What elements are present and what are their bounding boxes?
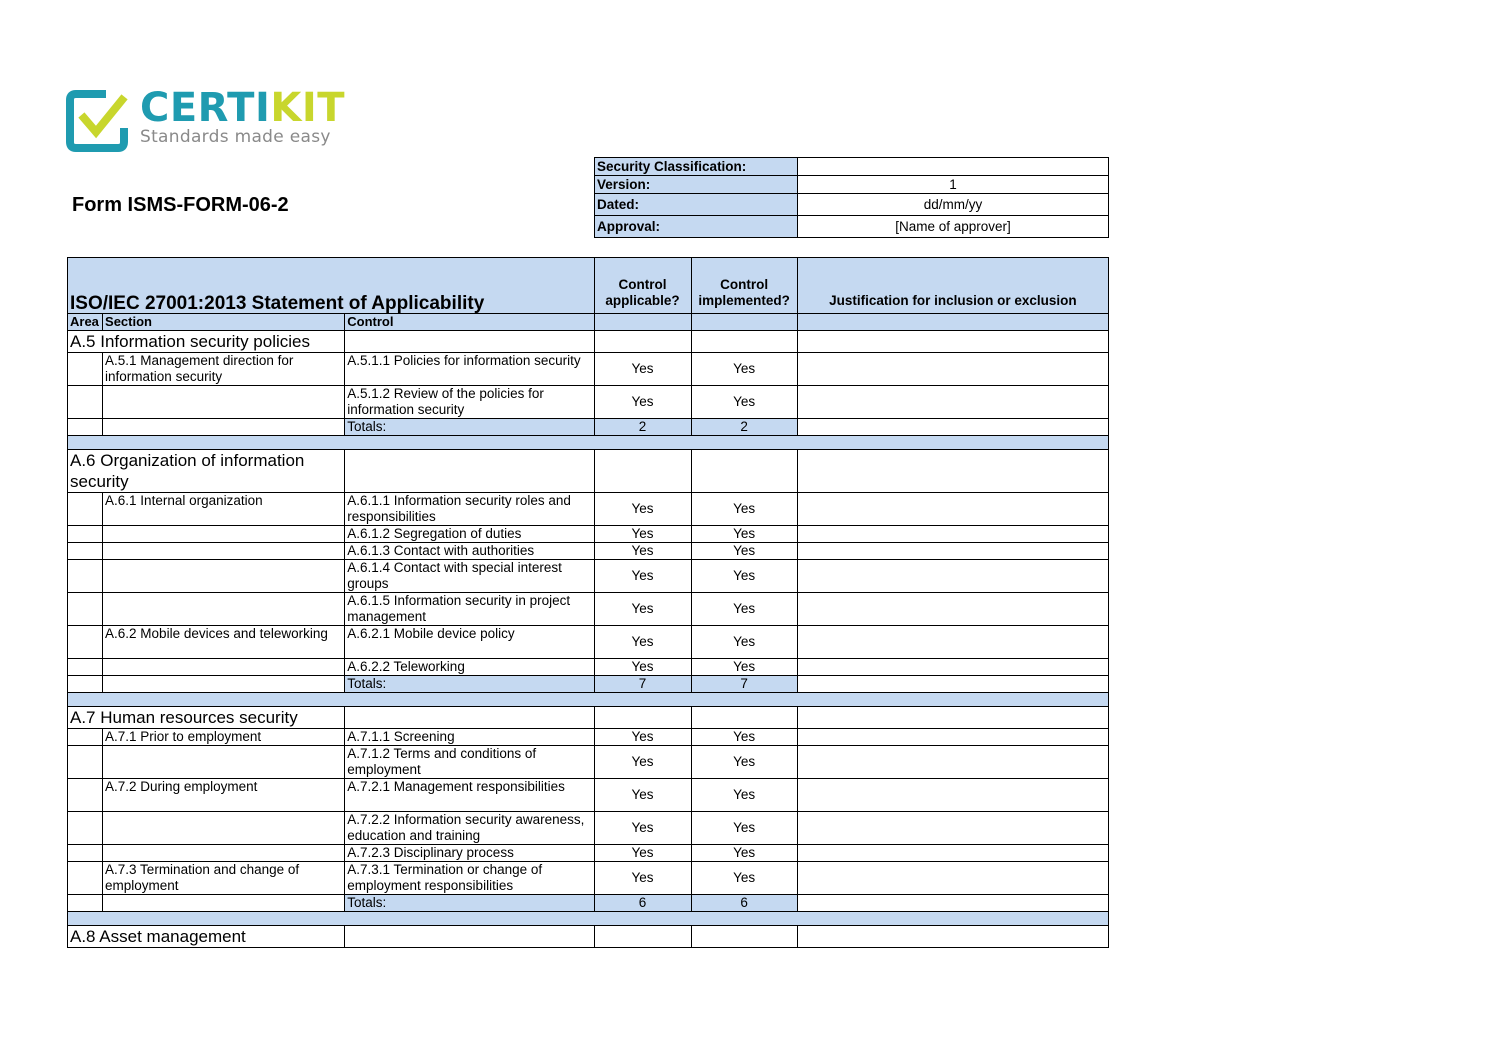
area-row-cell[interactable]	[345, 450, 594, 493]
subheader-blank	[594, 314, 691, 331]
implemented-cell[interactable]: Yes	[691, 812, 797, 845]
applicable-cell[interactable]: Yes	[594, 862, 691, 895]
area-row-cell[interactable]	[594, 450, 691, 493]
control-row	[68, 353, 1109, 386]
totals-row	[68, 895, 1109, 912]
meta-label: Dated:	[595, 194, 798, 216]
control-row	[68, 779, 1109, 812]
implemented-cell[interactable]: Yes	[691, 862, 797, 895]
control-row	[68, 862, 1109, 895]
section-cell	[103, 593, 345, 626]
logo-brand: CERTIKIT	[140, 85, 346, 131]
area-cell	[68, 676, 103, 693]
totals-applicable: 7	[594, 676, 691, 693]
meta-value[interactable]	[798, 158, 1109, 176]
control-row	[68, 845, 1109, 862]
justification-cell[interactable]	[797, 543, 1108, 560]
section-cell	[103, 560, 345, 593]
meta-value[interactable]: dd/mm/yy	[798, 194, 1109, 216]
area-title: A.5 Information security policies	[68, 331, 345, 353]
totals-row	[68, 419, 1109, 436]
section-cell	[103, 895, 345, 912]
control-row	[68, 543, 1109, 560]
area-separator	[68, 912, 1109, 926]
separator-band	[68, 912, 1109, 926]
justification-cell[interactable]	[797, 779, 1108, 812]
implemented-cell[interactable]: Yes	[691, 386, 797, 419]
control-row	[68, 526, 1109, 543]
area-cell	[68, 729, 103, 746]
totals-applicable: 6	[594, 895, 691, 912]
area-cell	[68, 659, 103, 676]
justification-cell[interactable]	[797, 593, 1108, 626]
area-row	[68, 450, 1109, 493]
area-cell	[68, 746, 103, 779]
applicable-cell[interactable]: Yes	[594, 593, 691, 626]
control-cell: A.6.2.1 Mobile device policy	[345, 626, 594, 659]
separator-band	[68, 436, 1109, 450]
section-cell	[103, 746, 345, 779]
area-title: A.7 Human resources security	[68, 707, 345, 729]
meta-label: Security Classification:	[595, 158, 798, 176]
totals-label: Totals:	[345, 676, 594, 693]
table-title: ISO/IEC 27001:2013 Statement of Applicability	[68, 258, 595, 314]
control-row	[68, 386, 1109, 419]
area-cell	[68, 493, 103, 526]
column-header-justification: Justification for inclusion or exclusion	[797, 258, 1108, 314]
area-title: A.6 Organization of information security	[68, 450, 345, 493]
justification-cell[interactable]	[797, 353, 1108, 386]
area-row	[68, 707, 1109, 729]
area-row-cell[interactable]	[594, 707, 691, 729]
control-cell: A.7.2.2 Information security awareness, education and training	[345, 812, 594, 845]
justification-cell[interactable]	[797, 676, 1108, 693]
implemented-cell[interactable]: Yes	[691, 845, 797, 862]
area-row-cell[interactable]	[691, 450, 797, 493]
justification-cell[interactable]	[797, 862, 1108, 895]
implemented-cell[interactable]: Yes	[691, 729, 797, 746]
justification-cell[interactable]	[797, 493, 1108, 526]
area-cell	[68, 812, 103, 845]
area-separator	[68, 436, 1109, 450]
justification-cell[interactable]	[797, 746, 1108, 779]
control-row	[68, 493, 1109, 526]
control-cell: A.6.1.2 Segregation of duties	[345, 526, 594, 543]
justification-cell[interactable]	[797, 626, 1108, 659]
area-row	[68, 331, 1109, 353]
applicable-cell[interactable]: Yes	[594, 493, 691, 526]
area-cell	[68, 862, 103, 895]
meta-label: Version:	[595, 176, 798, 194]
control-cell: A.7.3.1 Termination or change of employment responsibilities	[345, 862, 594, 895]
meta-row-dated	[595, 194, 1109, 216]
statement-of-applicability-table	[67, 257, 1109, 948]
area-cell	[68, 543, 103, 560]
totals-implemented: 6	[691, 895, 797, 912]
control-cell: A.6.1.5 Information security in project management	[345, 593, 594, 626]
area-row	[68, 926, 1109, 948]
control-cell: A.5.1.1 Policies for information security	[345, 353, 594, 386]
implemented-cell[interactable]: Yes	[691, 353, 797, 386]
applicable-cell[interactable]: Yes	[594, 779, 691, 812]
control-cell: A.7.1.2 Terms and conditions of employment	[345, 746, 594, 779]
control-row	[68, 746, 1109, 779]
applicable-cell[interactable]: Yes	[594, 626, 691, 659]
section-cell: A.7.3 Termination and change of employment	[103, 862, 345, 895]
section-cell: A.7.1 Prior to employment	[103, 729, 345, 746]
implemented-cell[interactable]: Yes	[691, 543, 797, 560]
area-row-cell[interactable]	[345, 926, 594, 948]
implemented-cell[interactable]: Yes	[691, 560, 797, 593]
meta-row-classification	[595, 158, 1109, 176]
applicable-cell[interactable]: Yes	[594, 659, 691, 676]
section-cell: A.6.1 Internal organization	[103, 493, 345, 526]
area-separator	[68, 693, 1109, 707]
table-header-row	[68, 258, 1109, 314]
control-row	[68, 626, 1109, 659]
justification-cell[interactable]	[797, 659, 1108, 676]
control-row	[68, 560, 1109, 593]
subheader-blank	[797, 314, 1108, 331]
section-cell	[103, 543, 345, 560]
area-cell	[68, 593, 103, 626]
area-cell	[68, 779, 103, 812]
section-cell	[103, 676, 345, 693]
meta-value[interactable]: 1	[798, 176, 1109, 194]
control-cell: A.7.2.3 Disciplinary process	[345, 845, 594, 862]
area-row-cell[interactable]	[797, 331, 1108, 353]
totals-row	[68, 676, 1109, 693]
totals-applicable: 2	[594, 419, 691, 436]
section-cell	[103, 659, 345, 676]
area-row-cell[interactable]	[691, 926, 797, 948]
control-cell: A.6.2.2 Teleworking	[345, 659, 594, 676]
implemented-cell[interactable]: Yes	[691, 659, 797, 676]
area-row-cell[interactable]	[691, 707, 797, 729]
table-subheader-row	[68, 314, 1109, 331]
subheader-area: Area	[68, 314, 103, 331]
control-cell: A.6.1.1 Information security roles and responsibilities	[345, 493, 594, 526]
section-cell	[103, 419, 345, 436]
control-cell: A.7.2.1 Management responsibilities	[345, 779, 594, 812]
totals-implemented: 2	[691, 419, 797, 436]
justification-cell[interactable]	[797, 845, 1108, 862]
justification-cell[interactable]	[797, 560, 1108, 593]
area-row-cell[interactable]	[797, 707, 1108, 729]
implemented-cell[interactable]: Yes	[691, 593, 797, 626]
area-cell	[68, 626, 103, 659]
applicable-cell[interactable]: Yes	[594, 812, 691, 845]
applicable-cell[interactable]: Yes	[594, 729, 691, 746]
area-row-cell[interactable]	[345, 707, 594, 729]
applicable-cell[interactable]: Yes	[594, 845, 691, 862]
control-row	[68, 593, 1109, 626]
meta-row-approval	[595, 216, 1109, 238]
totals-label: Totals:	[345, 895, 594, 912]
column-header-implemented: Control implemented?	[691, 258, 797, 314]
control-row	[68, 812, 1109, 845]
justification-cell[interactable]	[797, 386, 1108, 419]
applicable-cell[interactable]: Yes	[594, 386, 691, 419]
separator-band	[68, 693, 1109, 707]
section-cell	[103, 845, 345, 862]
area-cell	[68, 419, 103, 436]
area-cell	[68, 845, 103, 862]
subheader-blank	[691, 314, 797, 331]
control-cell: A.6.1.4 Contact with special interest groups	[345, 560, 594, 593]
control-cell: A.6.1.3 Contact with authorities	[345, 543, 594, 560]
justification-cell[interactable]	[797, 895, 1108, 912]
area-row-cell[interactable]	[345, 331, 594, 353]
implemented-cell[interactable]: Yes	[691, 526, 797, 543]
section-cell: A.5.1 Management direction for information security	[103, 353, 345, 386]
section-cell: A.7.2 During employment	[103, 779, 345, 812]
area-cell	[68, 560, 103, 593]
implemented-cell[interactable]: Yes	[691, 746, 797, 779]
area-cell	[68, 526, 103, 543]
area-title: A.8 Asset management	[68, 926, 345, 948]
control-row	[68, 729, 1109, 746]
meta-value[interactable]: [Name of approver]	[798, 216, 1109, 238]
control-cell: A.7.1.1 Screening	[345, 729, 594, 746]
totals-label: Totals:	[345, 419, 594, 436]
applicable-cell[interactable]: Yes	[594, 560, 691, 593]
control-row	[68, 659, 1109, 676]
applicable-cell[interactable]: Yes	[594, 746, 691, 779]
column-header-applicable: Control applicable?	[594, 258, 691, 314]
justification-cell[interactable]	[797, 729, 1108, 746]
area-cell	[68, 353, 103, 386]
implemented-cell[interactable]: Yes	[691, 493, 797, 526]
section-cell: A.6.2 Mobile devices and teleworking	[103, 626, 345, 659]
applicable-cell[interactable]: Yes	[594, 543, 691, 560]
justification-cell[interactable]	[797, 419, 1108, 436]
control-cell: A.5.1.2 Review of the policies for information security	[345, 386, 594, 419]
area-row-cell[interactable]	[691, 331, 797, 353]
area-row-cell[interactable]	[594, 331, 691, 353]
logo-tagline: Standards made easy	[140, 127, 331, 147]
applicable-cell[interactable]: Yes	[594, 353, 691, 386]
area-cell	[68, 386, 103, 419]
section-cell	[103, 812, 345, 845]
area-row-cell[interactable]	[797, 450, 1108, 493]
implemented-cell[interactable]: Yes	[691, 779, 797, 812]
justification-cell[interactable]	[797, 812, 1108, 845]
area-row-cell[interactable]	[797, 926, 1108, 948]
meta-row-version	[595, 176, 1109, 194]
section-cell	[103, 386, 345, 419]
certikit-logo	[66, 86, 346, 156]
form-id: Form ISMS-FORM-06-2	[72, 194, 289, 216]
totals-implemented: 7	[691, 676, 797, 693]
applicable-cell[interactable]: Yes	[594, 526, 691, 543]
subheader-section: Section	[103, 314, 345, 331]
justification-cell[interactable]	[797, 526, 1108, 543]
area-cell	[68, 895, 103, 912]
meta-label: Approval:	[595, 216, 798, 238]
implemented-cell[interactable]: Yes	[691, 626, 797, 659]
subheader-control: Control	[345, 314, 594, 331]
checkmark-logo-icon	[66, 88, 132, 154]
area-row-cell[interactable]	[594, 926, 691, 948]
section-cell	[103, 526, 345, 543]
document-meta-table	[594, 157, 1109, 238]
